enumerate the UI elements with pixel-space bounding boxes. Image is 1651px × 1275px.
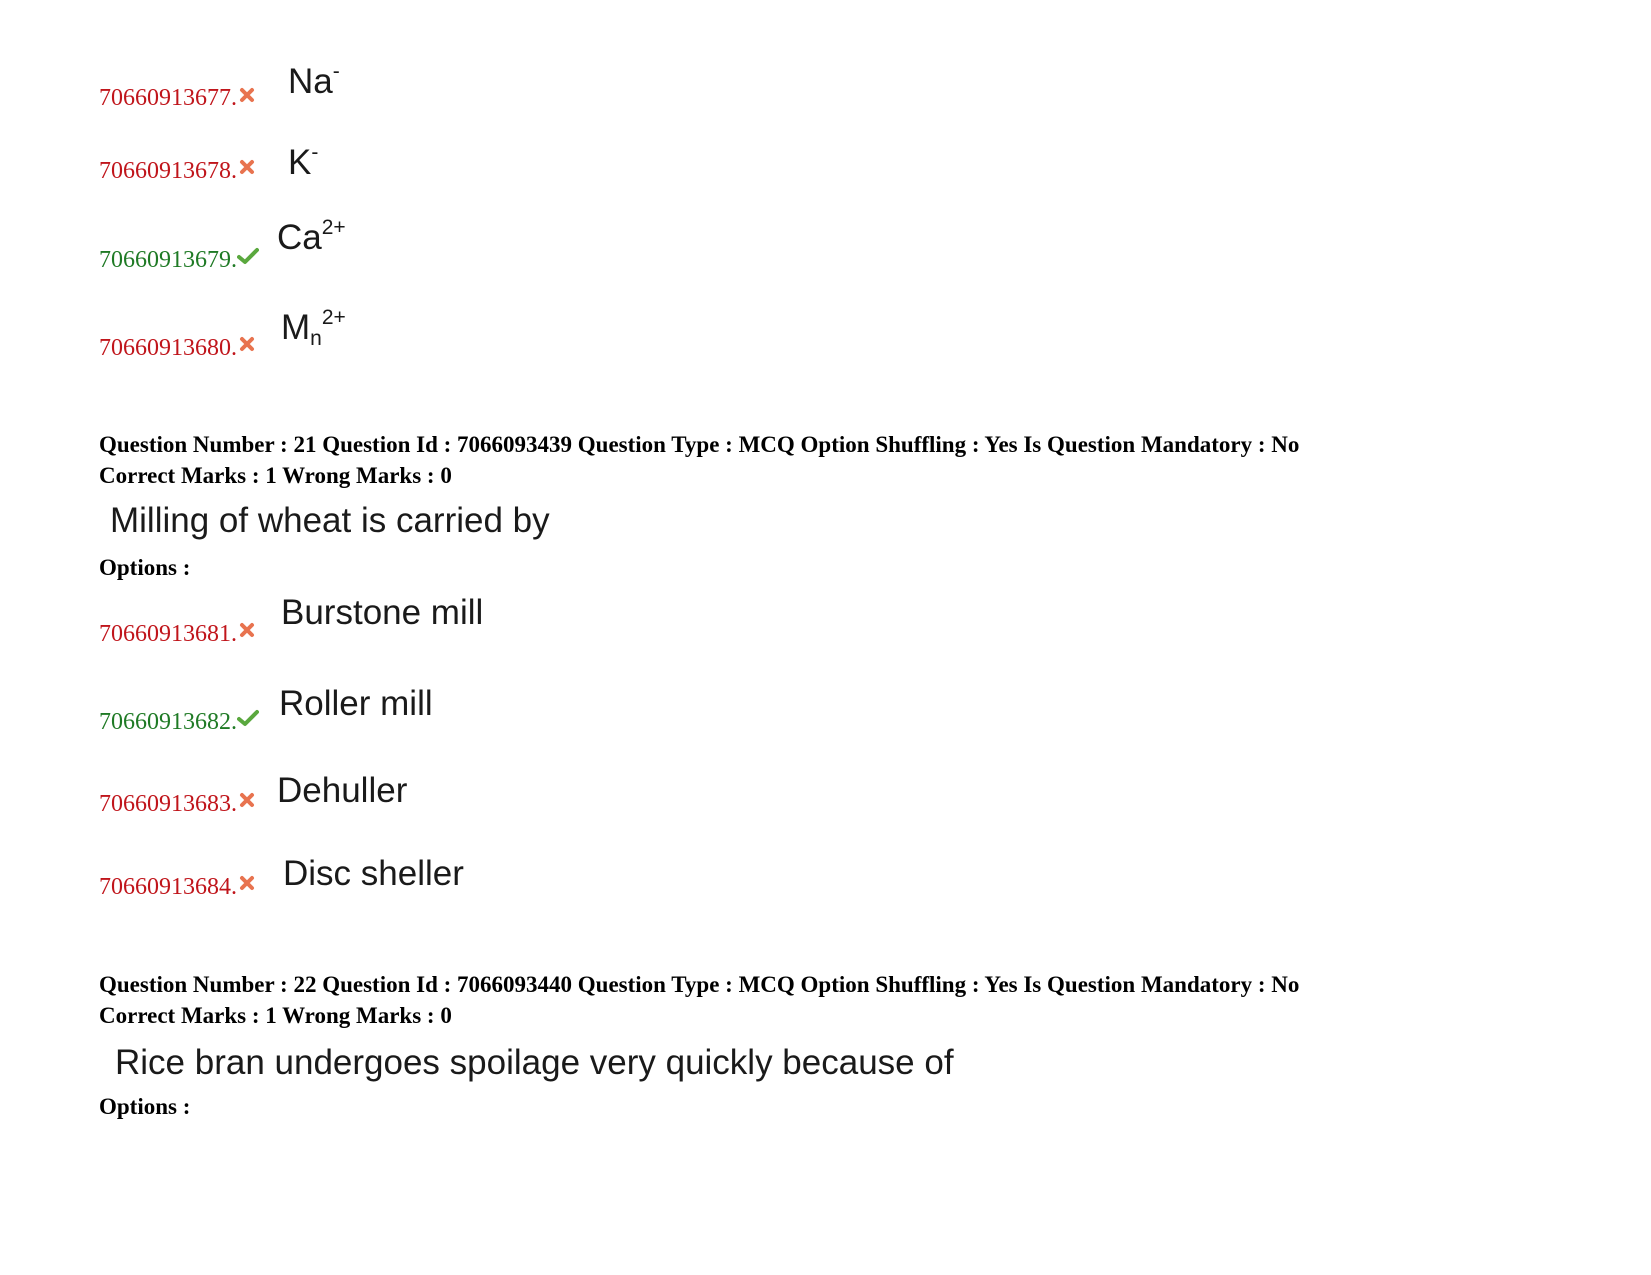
cross-icon [239, 87, 255, 103]
option-id: 70660913679. [99, 247, 237, 273]
cross-icon [239, 875, 255, 891]
option-id: 70660913681. [99, 621, 237, 647]
option-id: 70660913684. [99, 874, 237, 900]
option-text: Burstone mill [281, 593, 484, 632]
option-text: Roller mill [279, 684, 433, 723]
check-icon [237, 709, 259, 727]
question-meta-line2: Correct Marks : 1 Wrong Marks : 0 [99, 1003, 452, 1028]
cross-icon [239, 336, 255, 352]
options-label: Options : [99, 1094, 191, 1119]
cross-icon [239, 622, 255, 638]
option-id: 70660913678. [99, 158, 237, 184]
question-meta-line1: Question Number : 21 Question Id : 7066093439 Question Type : MCQ Option Shuffling : Yes Is Question Mandatory : No [99, 432, 1300, 457]
option-text: Disc sheller [283, 854, 464, 893]
cross-icon [239, 159, 255, 175]
option-id: 70660913680. [99, 335, 237, 361]
question-meta-line2: Correct Marks : 1 Wrong Marks : 0 [99, 463, 452, 488]
option-text: Dehuller [277, 771, 408, 810]
question-text: Rice bran undergoes spoilage very quickly because of [115, 1043, 954, 1082]
option-id: 70660913683. [99, 791, 237, 817]
option-text: $Ca^{2+}$ [277, 216, 346, 257]
options-label: Options : [99, 555, 191, 580]
question-meta-line1: Question Number : 22 Question Id : 7066093440 Question Type : MCQ Option Shuffling : Yes Is Question Mandatory : No [99, 972, 1300, 997]
option-text: $M_n^{2+}$ [281, 306, 346, 350]
check-icon [237, 247, 259, 265]
option-id: 70660913682. [99, 709, 237, 735]
cross-icon [239, 792, 255, 808]
option-text: Na- [288, 60, 340, 101]
question-text: Milling of wheat is carried by [110, 501, 550, 540]
option-id: 70660913677. [99, 85, 237, 111]
option-text: K- [288, 141, 319, 182]
